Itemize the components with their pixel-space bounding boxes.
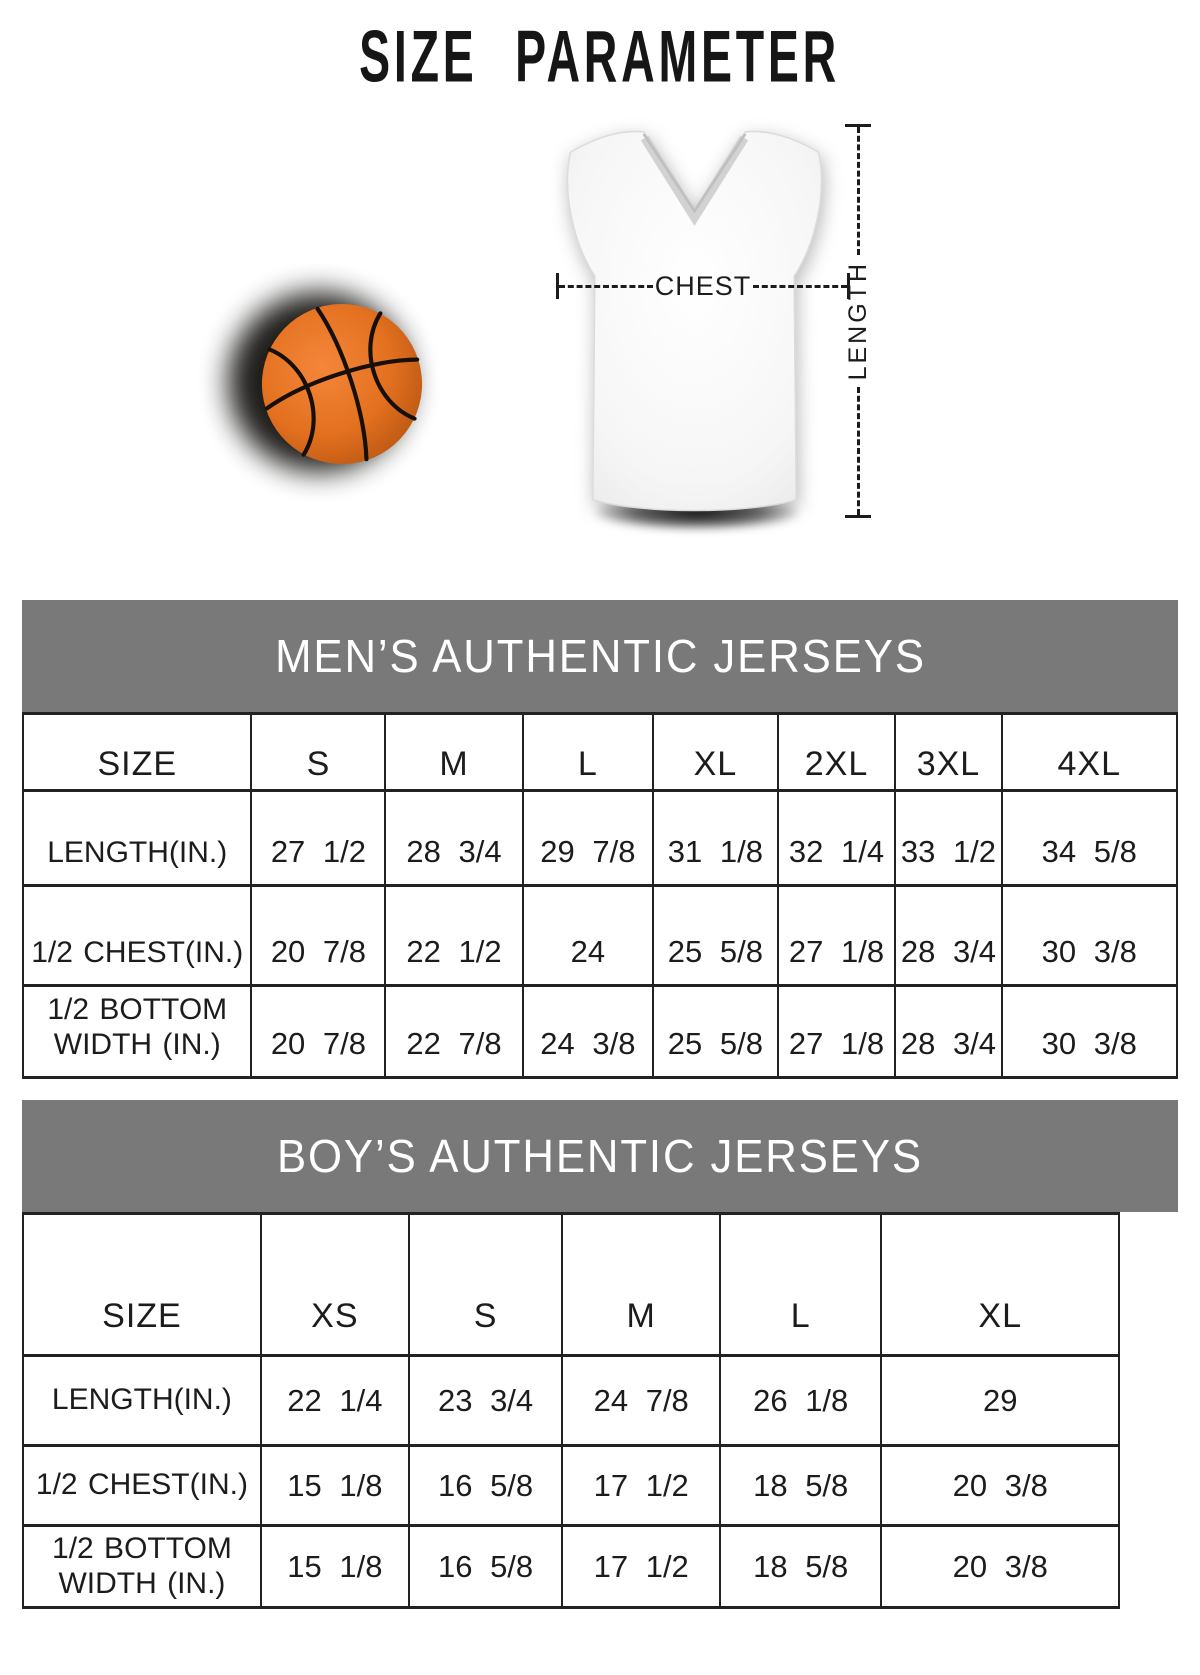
table-row bbox=[23, 1446, 1119, 1526]
jersey-body bbox=[568, 131, 822, 510]
table-row bbox=[23, 986, 1177, 1078]
size-column-header: L bbox=[523, 714, 653, 791]
jersey-icon bbox=[542, 120, 847, 530]
page-title bbox=[0, 16, 1200, 99]
size-column-header: S bbox=[251, 714, 385, 791]
row-label: 1/2 CHEST(IN.) bbox=[23, 1446, 261, 1526]
row-label: 1/2 BOTTOM WIDTH (IN.) bbox=[23, 986, 251, 1078]
length-label: LENGTH bbox=[843, 261, 872, 381]
size-value: 27 1/8 bbox=[778, 886, 896, 986]
page-title-text: SIZE PARAMETER bbox=[359, 16, 841, 99]
size-value: 18 5/8 bbox=[720, 1526, 881, 1608]
size-value: 15 1/8 bbox=[261, 1526, 409, 1608]
chest-label: CHEST bbox=[654, 270, 752, 301]
basketball-icon bbox=[258, 300, 426, 468]
size-value: 15 1/8 bbox=[261, 1446, 409, 1526]
mens-table-title: MEN’S AUTHENTIC JERSEYS bbox=[274, 630, 926, 682]
size-value: 24 bbox=[523, 886, 653, 986]
size-value: 26 1/8 bbox=[720, 1356, 881, 1446]
row-label: LENGTH(IN.) bbox=[23, 791, 251, 886]
size-value: 22 1/2 bbox=[385, 886, 522, 986]
size-value: 29 bbox=[881, 1356, 1119, 1446]
size-column-header: L bbox=[720, 1214, 881, 1356]
size-column-header: 4XL bbox=[1002, 714, 1177, 791]
mens-table-title-band bbox=[22, 600, 1178, 712]
row-label: 1/2 BOTTOM WIDTH (IN.) bbox=[23, 1526, 261, 1608]
size-value: 30 3/8 bbox=[1002, 886, 1177, 986]
size-value: 23 3/4 bbox=[409, 1356, 562, 1446]
boys-size-table bbox=[22, 1212, 1120, 1609]
size-value: 29 7/8 bbox=[523, 791, 653, 886]
boys-table-section bbox=[22, 1100, 1178, 1609]
row-label: LENGTH(IN.) bbox=[23, 1356, 261, 1446]
chest-measure-line bbox=[556, 272, 850, 300]
size-value: 24 7/8 bbox=[562, 1356, 720, 1446]
size-value: 20 3/8 bbox=[881, 1446, 1119, 1526]
size-value: 25 5/8 bbox=[653, 986, 778, 1078]
measure-tick-bottom bbox=[845, 515, 871, 518]
dashed-line-bottom bbox=[857, 387, 860, 515]
dashed-line-right bbox=[753, 285, 847, 288]
mens-table-section bbox=[22, 600, 1178, 1079]
size-value: 16 5/8 bbox=[409, 1446, 562, 1526]
size-value: 20 7/8 bbox=[251, 886, 385, 986]
boys-table-title: BOY’S AUTHENTIC JERSEYS bbox=[277, 1130, 923, 1182]
size-value: 27 1/8 bbox=[778, 986, 896, 1078]
size-value: 31 1/8 bbox=[653, 791, 778, 886]
table-row bbox=[23, 1526, 1119, 1608]
size-value: 16 5/8 bbox=[409, 1526, 562, 1608]
table-row bbox=[23, 791, 1177, 886]
size-label-header: SIZE bbox=[23, 714, 251, 791]
size-value: 32 1/4 bbox=[778, 791, 896, 886]
mens-size-table bbox=[22, 712, 1178, 1079]
table-row bbox=[23, 886, 1177, 986]
size-column-header: 3XL bbox=[895, 714, 1001, 791]
size-value: 34 5/8 bbox=[1002, 791, 1177, 886]
size-value: 25 5/8 bbox=[653, 886, 778, 986]
size-value: 28 3/4 bbox=[895, 986, 1001, 1078]
size-column-header: XS bbox=[261, 1214, 409, 1356]
size-column-header: M bbox=[562, 1214, 720, 1356]
row-label: 1/2 CHEST(IN.) bbox=[23, 886, 251, 986]
size-value: 28 3/4 bbox=[895, 886, 1001, 986]
size-value: 27 1/2 bbox=[251, 791, 385, 886]
dashed-line-top bbox=[857, 127, 860, 255]
boys-table-title-band bbox=[22, 1100, 1178, 1212]
size-value: 22 1/4 bbox=[261, 1356, 409, 1446]
size-value: 22 7/8 bbox=[385, 986, 522, 1078]
size-column-header: M bbox=[385, 714, 522, 791]
size-header-row bbox=[23, 1214, 1119, 1356]
size-value: 33 1/2 bbox=[895, 791, 1001, 886]
table-row bbox=[23, 1356, 1119, 1446]
size-value: 20 3/8 bbox=[881, 1526, 1119, 1608]
size-value: 18 5/8 bbox=[720, 1446, 881, 1526]
size-value: 30 3/8 bbox=[1002, 986, 1177, 1078]
size-column-header: S bbox=[409, 1214, 562, 1356]
size-value: 20 7/8 bbox=[251, 986, 385, 1078]
dashed-line-left bbox=[559, 285, 653, 288]
size-value: 17 1/2 bbox=[562, 1446, 720, 1526]
size-column-header: XL bbox=[653, 714, 778, 791]
size-value: 28 3/4 bbox=[385, 791, 522, 886]
size-header-row bbox=[23, 714, 1177, 791]
size-label-header: SIZE bbox=[23, 1214, 261, 1356]
size-column-header: 2XL bbox=[778, 714, 896, 791]
size-value: 17 1/2 bbox=[562, 1526, 720, 1608]
size-value: 24 3/8 bbox=[523, 986, 653, 1078]
size-column-header: XL bbox=[881, 1214, 1119, 1356]
length-measure-line bbox=[840, 124, 876, 518]
